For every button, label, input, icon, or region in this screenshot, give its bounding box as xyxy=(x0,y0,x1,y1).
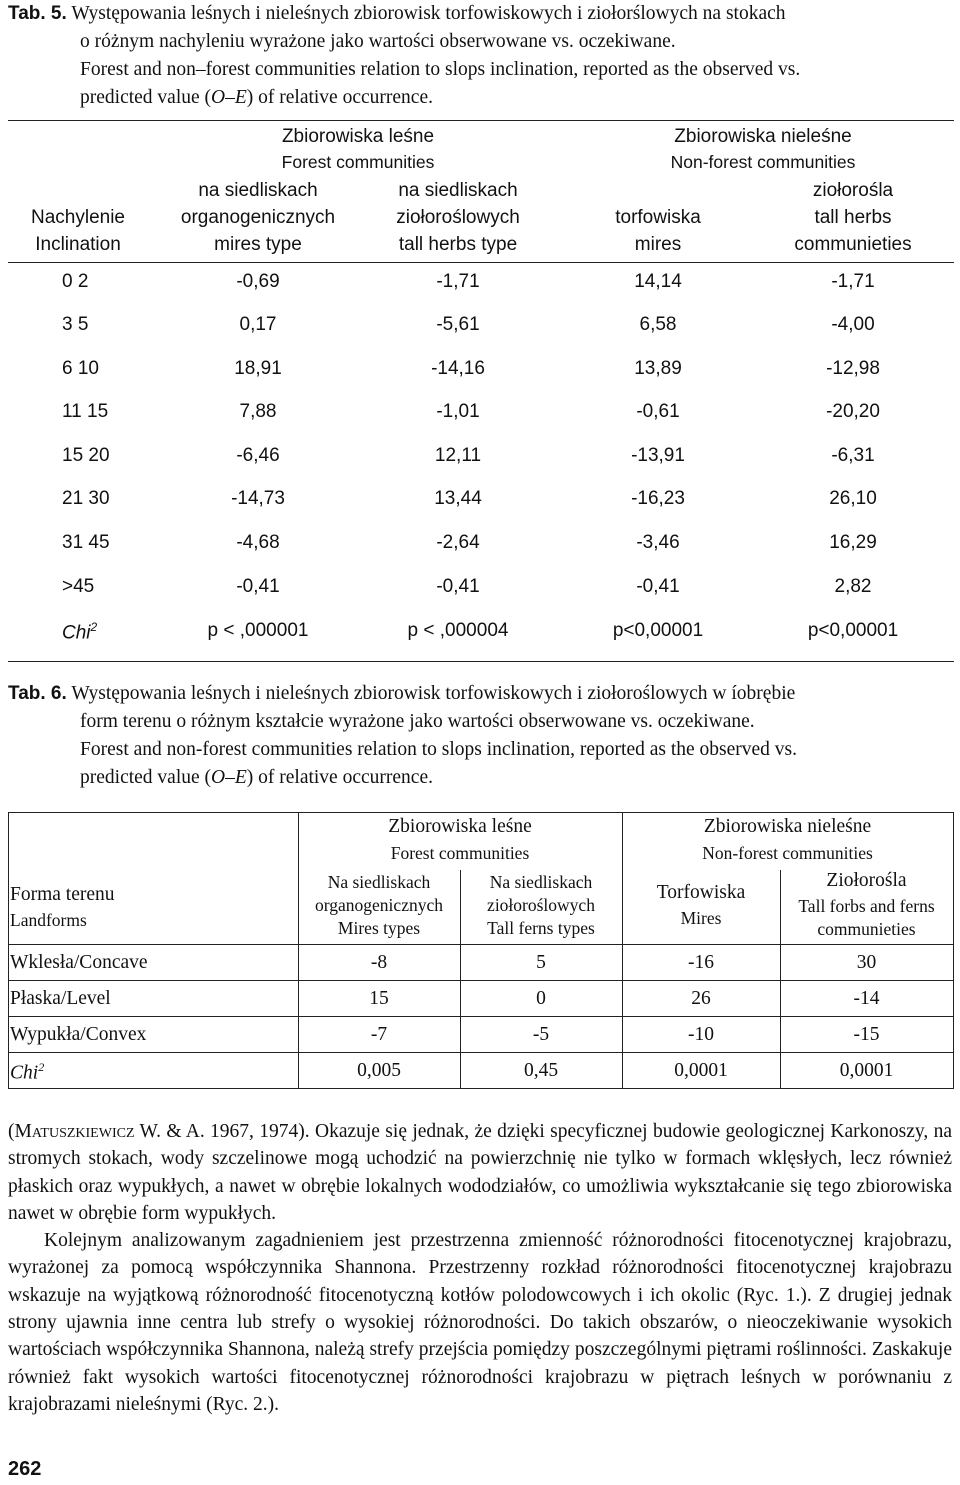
table-cell: -14,16 xyxy=(431,358,485,379)
row-label-header-en: Landforms xyxy=(10,910,87,930)
col1-header-l2: organogenicznych xyxy=(315,895,443,915)
grid-line xyxy=(953,812,954,1089)
row-label-header: Nachylenie xyxy=(31,207,125,228)
table-cell: -0,69 xyxy=(236,271,280,292)
table-cell: 6,58 xyxy=(639,314,677,335)
table-cell: -8 xyxy=(370,952,388,973)
forest-header: Zbiorowiska leśne xyxy=(388,816,532,837)
chi-text: Chi xyxy=(62,622,91,644)
table-cell: -16,23 xyxy=(631,488,685,509)
col1-header-l2: organogenicznych xyxy=(180,207,336,228)
table-cell: -20,20 xyxy=(826,401,880,422)
body-text xyxy=(8,1118,952,1418)
col2-header-l1: na siedliskach xyxy=(398,180,518,201)
table-cell: -14 xyxy=(853,988,880,1009)
nonforest-header-en: Non-forest communities xyxy=(702,843,873,863)
col2-header-l3: Tall ferns types xyxy=(487,918,595,938)
table-cell: -0,61 xyxy=(636,401,680,422)
table-cell: 0,005 xyxy=(357,1060,401,1081)
nonforest-header-en: Non-forest communities xyxy=(670,152,856,172)
table-cell: -4,00 xyxy=(831,314,875,335)
tab5-caption-pl-line2: o różnym nachyleniu wyrażone jako wartości obserwowane vs. oczekiwane. xyxy=(80,31,676,52)
row-label: >45 xyxy=(62,576,95,597)
table-rule xyxy=(8,120,954,121)
table-cell: 7,88 xyxy=(239,401,277,422)
tab6-caption-en-line1: Forest and non-forest communities relation to slops inclination, reported as the observed vs. xyxy=(80,739,798,760)
table-cell: 0,0001 xyxy=(674,1060,728,1081)
table-cell: 2,82 xyxy=(834,576,872,597)
col2-header-l2: ziołoroślowych xyxy=(487,895,595,915)
grid-line xyxy=(8,1088,954,1089)
table-cell: 18,91 xyxy=(234,358,282,379)
table-cell: 30 xyxy=(856,952,877,973)
tab5-caption-en-line2a: predicted value ( xyxy=(80,87,212,108)
nonforest-header: Zbiorowiska nieleśne xyxy=(703,816,872,837)
paragraph-1: (Matuszkiewicz W. & A. 1967, 1974). Okazuje się jednak, że dzięki specyficznej budowie geologicznej Karkonoszy, na stromych stokach, wody szczelinowe mogą uchodzić na powierzchnię nie tylko w formach wklęsłych, lecz również płaskich oraz wypukłych, a nawet w obrębie lokalnych wododziałów, co umożliwia wykształcanie się tego zbiorowiska nawet w obrębie form wypukłych. xyxy=(8,1121,952,1224)
col1-header-l3: mires type xyxy=(214,234,302,255)
table-cell: -0,41 xyxy=(436,576,480,597)
grid-line xyxy=(8,812,9,1089)
tab6-caption xyxy=(8,680,953,792)
row-label: 31 45 xyxy=(62,532,110,553)
table-cell: -1,71 xyxy=(436,271,480,292)
table-rule xyxy=(8,262,954,263)
col1-header-l1: na siedliskach xyxy=(198,180,318,201)
table-cell: -6,31 xyxy=(831,445,875,466)
col4-header-l3: communieties xyxy=(794,234,912,255)
tab5-caption-en-line2b: ) of relative occurrence. xyxy=(246,87,433,108)
col1-header-l1: Na siedliskach xyxy=(327,872,431,892)
chi-text: Chi xyxy=(10,1062,39,1084)
col4-header-l1: Ziołorośla xyxy=(826,870,907,891)
row-label: Wypukła/Convex xyxy=(10,1024,147,1045)
tab5-caption xyxy=(8,0,953,112)
nonforest-header: Zbiorowiska nieleśne xyxy=(674,126,852,147)
table-cell: -1,71 xyxy=(831,271,875,292)
chi-label xyxy=(62,620,97,644)
tab5-caption-oe: O–E xyxy=(211,87,247,108)
table-cell: -4,68 xyxy=(236,532,280,553)
row-label: Wklesła/Concave xyxy=(10,952,148,973)
table-cell: p < ,000001 xyxy=(207,620,309,641)
tab6-caption-en-line2a: predicted value ( xyxy=(80,767,212,788)
table-cell: 0,45 xyxy=(523,1060,559,1081)
page-number: 262 xyxy=(8,1458,42,1480)
table-cell: 13,89 xyxy=(634,358,682,379)
col2-header-l2: ziołoroślowych xyxy=(396,207,520,228)
table-cell: -10 xyxy=(688,1024,714,1045)
tab5-caption-en-line1: Forest and non–forest communities relation to slops inclination, reported as the observed vs. xyxy=(80,59,801,80)
row-label-header-en: Inclination xyxy=(35,234,121,255)
grid-line xyxy=(8,1052,954,1053)
grid-line xyxy=(8,980,954,981)
table-rule xyxy=(8,661,954,662)
forest-header: Zbiorowiska leśne xyxy=(281,126,435,147)
table-cell: -14,73 xyxy=(231,488,285,509)
table-cell: 15 xyxy=(369,988,389,1009)
table-cell: -0,41 xyxy=(636,576,680,597)
table-cell: 12,11 xyxy=(434,445,482,466)
row-label: 21 30 xyxy=(62,488,110,509)
table-cell: -12,98 xyxy=(826,358,880,379)
row-label: Płaska/Level xyxy=(10,988,111,1009)
table-cell: p<0,00001 xyxy=(807,620,899,641)
tab6-caption-pl-line2: form terenu o różnym kształcie wyrażone jako wartości obserwowane vs. oczekiwane. xyxy=(80,711,755,732)
tab6-label: Tab. 6. xyxy=(8,683,67,704)
table-cell: -16 xyxy=(688,952,714,973)
table-cell: 14,14 xyxy=(634,271,682,292)
table-cell: -6,46 xyxy=(236,445,280,466)
col3-header-l2: Mires xyxy=(680,908,722,928)
col4-header-l2: tall herbs xyxy=(814,207,892,228)
table-cell: 13,44 xyxy=(434,488,482,509)
table-cell: p < ,000004 xyxy=(407,620,509,641)
table-cell: 26,10 xyxy=(829,488,877,509)
row-label: 0 2 xyxy=(62,271,89,292)
table-cell: -15 xyxy=(853,1024,880,1045)
col4-header-l1: ziołorośla xyxy=(812,180,894,201)
table-cell: 16,29 xyxy=(829,532,877,553)
table-cell: 0 xyxy=(536,988,546,1009)
row-label: 6 10 xyxy=(62,358,99,379)
forest-header-en: Forest communities xyxy=(281,152,435,172)
chi-label xyxy=(10,1060,44,1085)
col2-header-l3: tall herbs type xyxy=(398,234,518,255)
col1-header-l3: Mires types xyxy=(337,918,421,938)
forest-header-en: Forest communities xyxy=(390,843,530,863)
table-cell: -13,91 xyxy=(631,445,685,466)
col4-header-l2: Tall forbs and ferns xyxy=(798,896,935,916)
table-5 xyxy=(8,120,954,662)
table-cell: 0,17 xyxy=(239,314,277,335)
table-cell: -3,46 xyxy=(636,532,680,553)
grid-line xyxy=(8,1016,954,1017)
table-cell: 26 xyxy=(691,988,711,1009)
table-cell: -5 xyxy=(532,1024,550,1045)
table-cell: -7 xyxy=(370,1024,388,1045)
row-label: 11 15 xyxy=(62,401,109,422)
table-6 xyxy=(8,812,954,1090)
tab6-caption-en-line2b: ) of relative occurrence. xyxy=(246,767,433,788)
table-cell: -2,64 xyxy=(436,532,480,553)
tab5-label: Tab. 5. xyxy=(8,3,67,24)
tab6-caption-oe: O–E xyxy=(211,767,247,788)
paragraph-2: Kolejnym analizowanym zagadnieniem jest przestrzenna zmienność różnorodności fitocenotycznej krajobrazu, wyrażonej za pomocą współczynnika Shannona. Przestrzenny rozkład różnorodności fitocenotycznej krajobrazu wskazuje na wyjątkową różnorodność fitocenotyczną kotłów polodowcowych i ich okolic (Ryc. 1.). Z drugiej jednak strony ujawnia inne centra lub strefy o wysokiej różnorodności. Do takich obszarów, o nieoczekiwanie wysokich wartościach współczynnika Shannona, należą strefy przejścia pomiędzy poszczególnymi piętrami roślinności. Zaskakuje również fakt wysokich wartości fitocenotycznej różnorodności krajobrazu w piętrach leśnych w porównaniu z krajobrazami nieleśnymi (Ryc. 2.). xyxy=(8,1230,952,1415)
row-label-header: Forma terenu xyxy=(10,884,115,905)
row-label: 3 5 xyxy=(62,314,89,335)
col3-header-l1: Torfowiska xyxy=(656,882,746,903)
chi-superscript: 2 xyxy=(90,620,98,634)
table-cell: -0,41 xyxy=(236,576,280,597)
table-cell: 0,0001 xyxy=(839,1060,894,1081)
table-cell: 5 xyxy=(536,952,546,973)
col3-header-l2: mires xyxy=(634,234,682,255)
chi-superscript: 2 xyxy=(38,1060,45,1074)
table-cell: -5,61 xyxy=(436,314,480,335)
col3-header-l1: torfowiska xyxy=(615,207,701,228)
grid-line xyxy=(8,944,954,945)
table-cell: -1,01 xyxy=(436,401,480,422)
col2-header-l1: Na siedliskach xyxy=(489,872,593,892)
col4-header-l3: communieties xyxy=(817,919,916,939)
grid-line xyxy=(8,812,954,813)
tab6-caption-pl-line1: Występowania leśnych i nieleśnych zbiorowisk torfowiskowych i ziołoroślowych w íobrębie xyxy=(71,683,796,704)
row-label: 15 20 xyxy=(62,445,110,466)
table-cell: p<0,00001 xyxy=(612,620,704,641)
tab5-caption-pl-line1: Występowania leśnych i nieleśnych zbiorowisk torfowiskowych i ziołorślowych na stokach xyxy=(71,3,786,24)
